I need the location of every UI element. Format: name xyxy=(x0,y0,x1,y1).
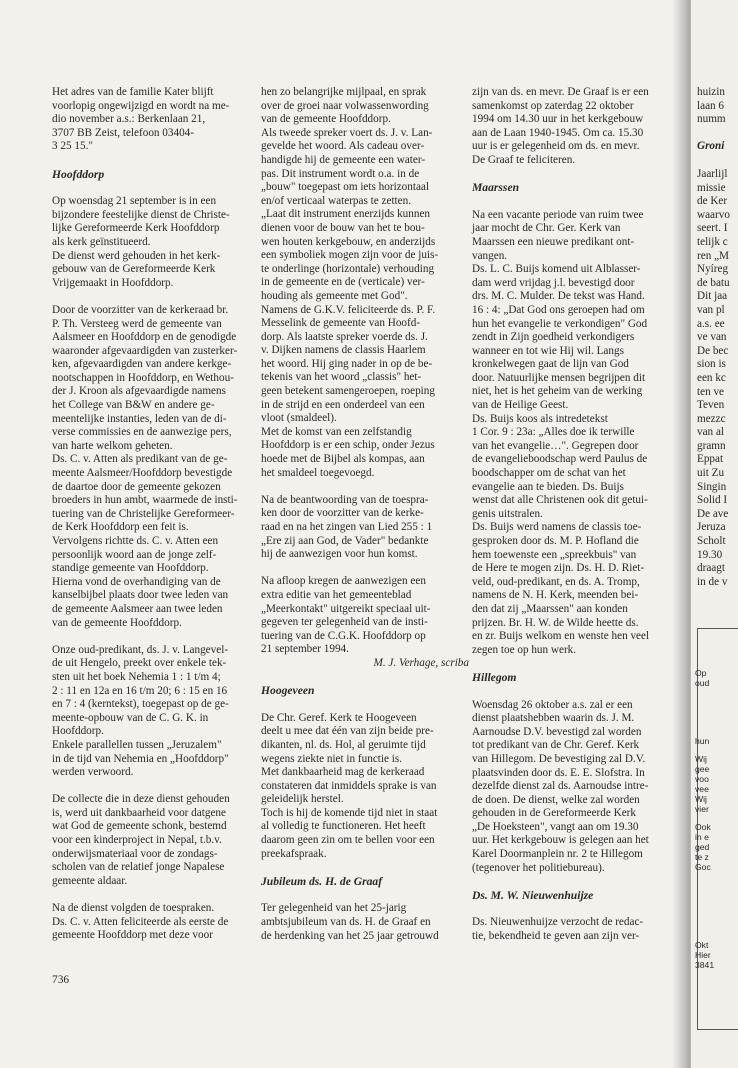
advert-text: Ook in e ged te z Goc xyxy=(695,822,711,872)
paragraph: Door de voorzitter van de kerkeraad br. P. Th. Versteeg werd de gemeente van Aalsmeer en Hoofddorp en de genodigde waaronder afgevaardigden van zusterker- ken, afgevaardigden van andere kerkge- nootschappen in Hoofddorp, en Wethou- der J. Kroon als afgevaardigde namens het College van B&W en andere ge- meentelijke instanties, leden van de di- verse commissies en de aanwezige pers, van harte welkom geheten. Ds. C. v. Atten als predikant van de ge- meente Aalsmeer/Hoofddorp bevestigde de daartoe door de gemeente gekozen broeders in hun ambt, waarmede de insti- tuering van de Christelijke Gereformeer- de Kerk Hoofddorp een feit is. Vervolgens richtte ds. C. v. Atten een persoonlijk woord aan de jonge zelf- standige gemeente van Hoofddorp. Hierna vond de overhandiging van de kanselbijbel plaats door twee leden van de gemeente Aalsmeer aan twee leden van de gemeente Hoofddorp. xyxy=(52,303,238,629)
paragraph: Na afloop kregen de aanwezigen een extra editie van het gemeenteblad „Meerkontakt" uitgereikt speciaal uit- gegeven ter gelegenheid van de insti- tuering van de C.G.K. Hoofddorp op 21 september 1994. xyxy=(261,575,431,656)
heading-hoogeveen: Hoogeveen xyxy=(261,684,315,698)
signature: M. J. Verhage, scriba xyxy=(373,656,469,669)
paragraph: De Chr. Geref. Kerk te Hoogeveen deelt u mee dat één van zijn beide pre- dikanten, nl. ds. Hol, al geruimte tijd wegens ziekte niet in functie is. Met dankbaarheid mag de kerkeraad constateren dat inmiddels sprake is van geleidelijk herstel. Toch is hij de komende tijd niet in staat al volledig te functioneren. Het heeft daarom geen zin om te bellen voor een preekafspraak. xyxy=(261,711,438,860)
heading-jubileum: Jubileum ds. H. de Graaf xyxy=(261,874,383,888)
intro-paragraph: Het adres van de familie Kater blijft voorlopig ongewijzigd en wordt na me- dio november a.s.: Berkenlaan 21, 3707 BB Zeist, telefoon 03404- 3 25 15." xyxy=(52,86,230,153)
paragraph: Onze oud-predikant, ds. J. v. Langevel- de uit Hengelo, preekt over enkele tek- sten uit het boek Nehemia 1 : 1 t/m 4; 2 : 11 en 12a en 16 t/m 20; 6 : 15 en 16 en 7 : 4 (kerntekst), toegepast op de ge- meente-opbouw van de C. G. K. in Hoofddorp. Enkele parallellen tussen „Jeruzalem" in de tijd van Nehemia en „Hoofddorp" werden verwoord. xyxy=(52,643,229,779)
paragraph: Op woensdag 21 september is in een bijzondere feestelijke dienst de Christe- lijke Gereformeerde Kerk Hoofddorp als kerk geïnstitueerd. De dienst werd gehouden in het kerk- gebouw van de Gereformeerde Kerk Vrijgemaakt in Hoofddorp. xyxy=(52,195,230,289)
facing-page-edge xyxy=(690,0,738,1068)
facing-page-text: Jaarlijl missie de Ker waarvo seert. I telijk c ren „M Nyíreg de batu Dit jaa van pl a.s. ee ve van De bec sion is een kc ten ve Teven mezzc van al gramn Eppat uit Zu Singin Solid I De ave Jeruza Scholt 19.30 draagt in de v xyxy=(697,168,730,588)
paragraph: Na de beantwoording van de toespra- ken door de voorzitter van de kerke- raad en na het zingen van Lied 255 : 1 „Ere zij aan God, de Vader" bedankte hij de aanwezigen voor hun komst. xyxy=(261,493,433,561)
page-number: 736 xyxy=(52,974,70,986)
paragraph: Na de dienst volgden de toespraken. Ds. C. v. Atten feliciteerde als eerste de gemeente Hoofddorp met deze voor xyxy=(52,902,229,942)
heading-maarssen: Maarssen xyxy=(472,181,520,195)
heading-hillegom: Hillegom xyxy=(472,670,517,684)
paragraph: zijn van ds. en mevr. De Graaf is er een samenkomst op zaterdag 22 oktober 1994 om 14.30 uur in het kerkgebouw aan de Laan 1940-1945. Om ca. 15.30 uur is er gelegenheid om ds. en mevr. De Graaf te feliciteren. xyxy=(472,86,649,166)
paragraph: Ds. Nieuwenhuijze verzocht de redac- tie, bekendheid te geven aan zijn ver- xyxy=(472,916,644,943)
column-1 xyxy=(52,86,256,956)
heading-hoofddorp: Hoofddorp xyxy=(52,167,105,181)
column-2 xyxy=(261,86,469,957)
paragraph: De collecte die in deze dienst gehouden is, werd uit dankbaarheid voor datgene wat God de gemeente schonk, bestemd voor een kinderproject in Nepal, t.b.v. onderwijsmateriaal voor de zondags- scholen van de relatief jonge Napalese gemeente aldaar. xyxy=(52,793,230,887)
paragraph: Na een vacante periode van ruim twee jaar mocht de Chr. Ger. Kerk van Maarssen een nieuwe predikant ont- vangen. Ds. L. C. Buijs komend uit Alblasser- dam werd vrijdag j.l. bevestigd door drs. M. C. Mulder. De tekst was Hand. 16 : 4: „Dat God ons geroepen had om hun het evangelie te verkondigen" God zendt in Zijn goedheid verkondigers wanneer en tot wie Hij wil. Langs kronkelwegen gaat de lijn van God door. Natuurlijke mensen begrijpen dit niet, het is het geheim van de werking van de Heilige Geest. Ds. Buijs koos als intredetekst 1 Cor. 9 : 23a: „Alles doe ik terwille van het evangelie…". Gegrepen door de evangelieboodschap werd Paulus de boodschapper om de schat van het evangelie aan te bieden. Ds. Buijs wenst dat alle Christenen ook dit getui- genis uitstralen. Ds. Buijs werd namens de classis toe- gesproken door ds. M. P. Hofland die hem toewenste een „spreekbuis" van de Here te mogen zijn. Ds. H. D. Riet- veld, oud-predikant, en ds. A. Tromp, namens de N. H. Kerk, meenden bei- den dat zij „Maarssen" aan konden prijzen. Br. H. W. de Wilde heette ds. en zr. Buijs welkom en wenste hen veel zegen toe op hun werk. xyxy=(472,208,650,656)
facing-page-heading: Groni xyxy=(697,140,725,152)
paragraph: Ter gelegenheid van het 25-jarig ambtsjubileum van ds. H. de Graaf en de herdenking van het 25 jaar getrouwd xyxy=(261,902,439,942)
gutter-shadow xyxy=(672,0,692,1068)
heading-nieuwenhuijze: Ds. M. W. Nieuwenhuijze xyxy=(472,888,594,902)
advert-text: Wij gee voo vee Wij vier xyxy=(695,754,710,814)
advert-text: Op oud xyxy=(695,668,710,688)
advert-text: Okt Hier 3841 xyxy=(695,940,715,970)
advert-text: hun xyxy=(695,736,710,746)
facing-page-text: huizin laan 6 numm xyxy=(697,86,726,126)
paragraph: hen zo belangrijke mijlpaal, en sprak over de groei naar volwassenwording van de gemeente Hoofddorp. Als tweede spreker voert ds. J. v. Lan- gevelde het woord. Als cadeau over- handigde hij de gemeente een water- pas. Dit instrument wordt o.a. in de „bouw" toegepast om iets horizontaal en/of verticaal waterpas te zetten. „Laat dit instrument enerzijds kunnen dienen voor de bouw van het te bou- wen houten kerkgebouw, en anderzijds een symboliek mogen zijn voor de juis- te onderlinge (horizontale) verhouding in de gemeente en de (verticale) ver- houding als gemeente met God". Namens de G.K.V. feliciteerde ds. P. F. Messelink de gemeente van Hoofd- dorp. Als laatste spreker voerde ds. J. v. Dijken namens de classis Haarlem het woord. Hij ging nader in op de be- tekenis van het woord „classis" het- geen betekent samengeroepen, roeping in de strijd en een onderdeel van een vloot (smaldeel). Met de komst van een zelfstandig Hoofddorp is er een schip, onder Jezus hoede met de Bijbel als kompas, aan het smaldeel toegevoegd. xyxy=(261,86,439,479)
column-3 xyxy=(472,86,676,957)
paragraph: Woensdag 26 oktober a.s. zal er een dienst plaatshebben waarin ds. J. M. Aarnoudse D.V. bevestigd zal worden tot predikant van de Chr. Geref. Kerk van Hillegom. De bevestiging zal D.V. plaatsvinden door ds. E. E. Slofstra. In dezelfde dienst zal ds. Aarnoudse intre- de doen. De dienst, welke zal worden gehouden in de Gereformeerde Kerk „De Hoeksteen", vangt aan om 19.30 uur. Het kerkgebouw is gelegen aan het Karel Doormanplein nr. 2 te Hillegom (tegenover het politiebureau). xyxy=(472,698,649,874)
